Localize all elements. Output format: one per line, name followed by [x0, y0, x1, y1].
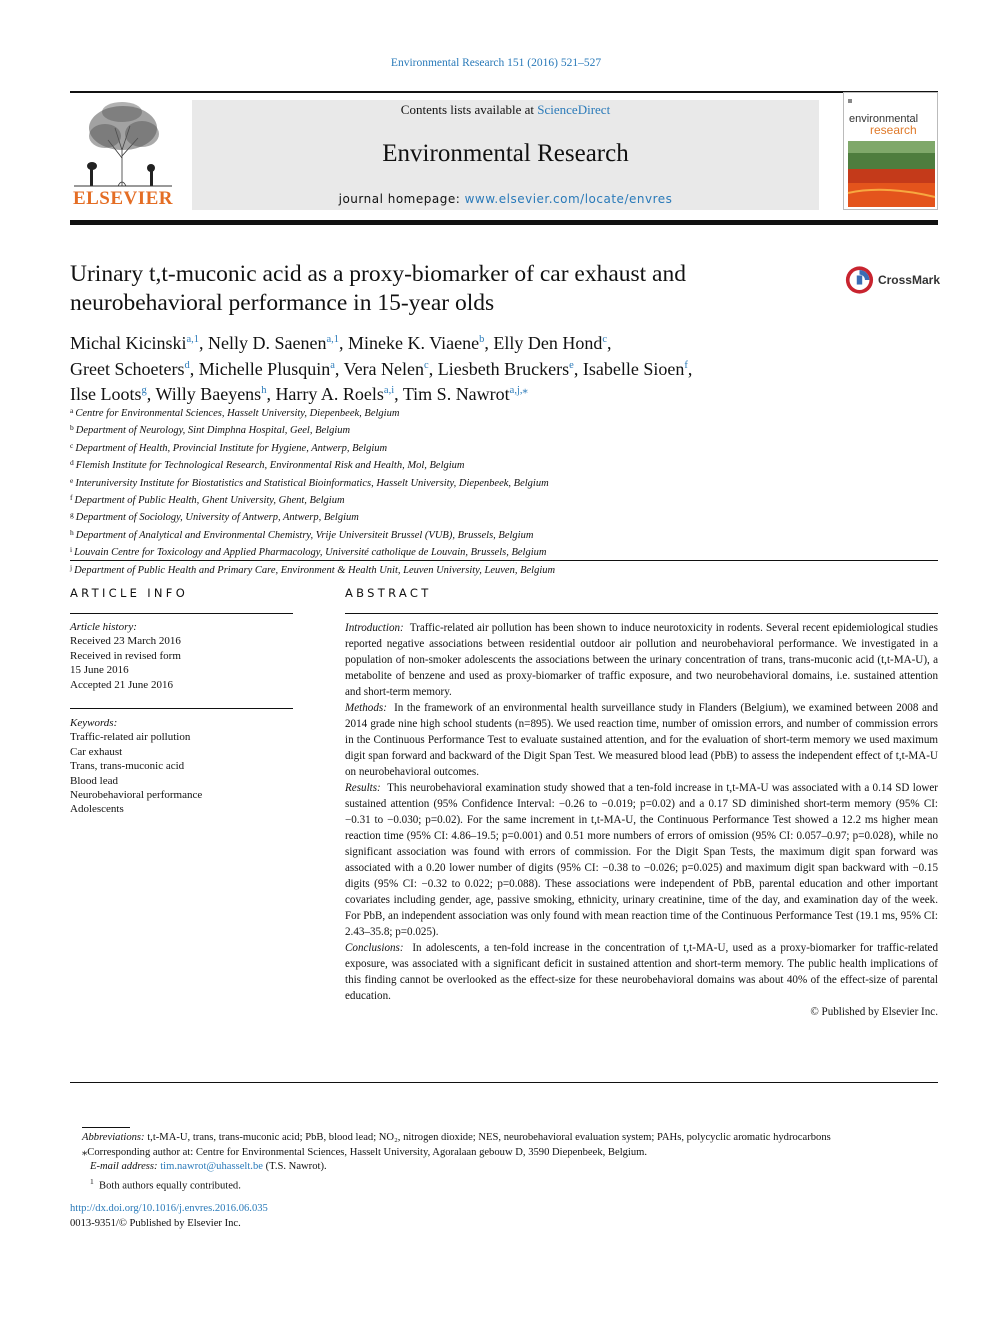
section-label: Methods:	[345, 702, 387, 714]
author-separator: ,	[428, 358, 438, 379]
author-list	[70, 329, 930, 406]
history-line: Accepted 21 June 2016	[70, 678, 173, 691]
author-affiliation-mark[interactable]: h	[261, 385, 267, 396]
affiliation-text: Department of Sociology, University of Antwerp, Antwerp, Belgium	[75, 512, 359, 524]
abbreviations-text: t,t-MA-U, trans, trans-muconic acid; PbB, blood lead; NO₂, nitrogen dioxide; NES, neurobehavioral evaluation system; PAHs, polycyclic aromatic hydrocarbons	[147, 1132, 831, 1143]
affiliation-item	[70, 456, 930, 473]
section-label: Conclusions:	[345, 942, 404, 954]
sciencedirect-link[interactable]: ScienceDirect	[537, 102, 611, 117]
cover-title-line1: environmental	[849, 113, 919, 125]
abstract-section-introduction	[345, 620, 938, 700]
affiliation-text: Louvain Centre for Toxicology and Applied Pharmacology, Université catholique de Louvain, Brussels, Belgium	[74, 547, 547, 559]
homepage-link[interactable]: www.elsevier.com/locate/envres	[464, 192, 673, 206]
article-history	[70, 620, 293, 692]
email-label: E-mail address:	[90, 1161, 158, 1172]
keyword-item[interactable]: Neurobehavioral performance	[70, 789, 203, 802]
keywords-list	[70, 716, 293, 817]
affiliation-key: i	[70, 545, 73, 555]
keyword-item[interactable]: Car exhaust	[70, 745, 123, 758]
author-separator: ,	[687, 358, 693, 379]
author-affiliation-mark[interactable]: c	[602, 334, 607, 345]
author-name[interactable]: Nelly D. Saenen	[208, 333, 327, 353]
corresponding-text: Corresponding author at: Centre for Environmental Sciences, Hasselt University, Agoralaan gebouw D, 3590 Diepenbeek, Belgium.	[87, 1146, 648, 1158]
affiliation-item	[70, 543, 930, 560]
author-affiliation-mark[interactable]: b	[479, 334, 485, 345]
footnotes	[70, 1131, 950, 1194]
crossmark-icon	[845, 264, 874, 296]
author-name[interactable]: Isabelle Sioen	[582, 358, 685, 379]
affiliation-item	[70, 439, 930, 456]
footnote-rule	[82, 1127, 130, 1128]
cover-title-line2: research	[870, 123, 917, 137]
affiliation-item	[70, 421, 930, 438]
keywords-rule	[70, 708, 293, 709]
corresponding-mark: ⁎	[82, 1146, 88, 1158]
author-name[interactable]: Michal Kicinski	[70, 333, 187, 353]
affiliation-key: c	[70, 440, 74, 450]
author-separator: ,	[266, 384, 276, 404]
affiliation-text: Department of Analytical and Environmental Chemistry, Vrije Universiteit Brussel (VUB), Brussels, Belgium	[75, 529, 534, 541]
affiliation-item	[70, 561, 930, 578]
author-name[interactable]: Harry A. Roels	[275, 384, 384, 404]
author-name[interactable]: Ilse Loots	[70, 384, 142, 404]
contents-prefix: Contents lists available at	[400, 102, 538, 117]
author-affiliation-mark[interactable]: a,i	[383, 385, 395, 396]
history-label: Article history:	[70, 621, 137, 633]
author-affiliation-mark[interactable]: a,1	[186, 334, 200, 345]
affiliation-key: e	[70, 475, 74, 485]
section-rule	[70, 560, 938, 561]
author-name[interactable]: Greet Schoeters	[70, 358, 185, 379]
header-rule	[70, 91, 938, 93]
affiliation-text: Department of Health, Provincial Institute for Hygiene, Antwerp, Belgium	[75, 442, 388, 454]
journal-title: Environmental Research	[382, 140, 629, 167]
history-line: Received in revised form	[70, 649, 181, 662]
footer-rule	[70, 1082, 938, 1083]
author-affiliation-mark[interactable]: f	[684, 359, 688, 371]
elsevier-wordmark: ELSEVIER	[72, 188, 174, 209]
homepage-prefix: journal homepage:	[338, 192, 465, 206]
section-text: Traffic-related air pollution has been shown to induce neurotoxicity in rodents. Several recent epidemiological studies reported negative associations between residential outdoor air pollution and neurobehavioral performance. We investigated in a population of non-smoker adolescents the associations between the urinary concentration of trans, trans-muconic acid (t,t-MA-U), a metabolite of benzene and used as proxy-biomarker of traffic exposure, and two neurobehavioral domains, i.e. sustained attention and short-term memory.	[345, 622, 938, 698]
section-text: In adolescents, a ten-fold increase in the concentration of t,t-MA-U, used as a proxy-biomarker for traffic-related exposure, was associated with a significant deficit in sustained attention and short-term memory. The public health implications of this finding cannot be overlooked as the effect-size for these neurobehavioral domains was about 40% of the effect-size of parental education.	[345, 942, 938, 1002]
issn-line: 0013-9351/© Published by Elsevier Inc.	[70, 1217, 241, 1229]
homepage-line	[192, 192, 819, 206]
author-affiliation-mark[interactable]: d	[184, 359, 190, 371]
affiliation-item	[70, 404, 930, 421]
author-name[interactable]: Michelle Plusquin	[198, 358, 331, 379]
affiliation-key: d	[70, 458, 74, 468]
abstract-section-conclusions	[345, 940, 938, 1004]
author-separator: ,	[394, 384, 403, 404]
affiliation-key: j	[70, 562, 73, 572]
equal-contribution-note	[70, 1175, 950, 1194]
history-line: Received 23 March 2016	[70, 635, 181, 648]
author-name[interactable]: Tim S. Nawrot	[402, 384, 510, 404]
crossmark-label: CrossMark	[877, 273, 940, 287]
author-affiliation-mark[interactable]: g	[141, 385, 147, 396]
author-affiliation-mark[interactable]: e	[569, 359, 574, 371]
author-separator: ,	[146, 384, 156, 404]
affiliation-key: f	[70, 493, 73, 503]
author-separator: ,	[199, 333, 209, 353]
affiliation-item	[70, 474, 930, 491]
header-rule-thick	[70, 220, 938, 225]
section-text: This neurobehavioral examination study showed that a ten-fold increase in t,t-MA-U was associated with a 0.14 SD lower sustained attention (95% Confidence Interval: −0.26 to −0.019; p=0.02) and a 0.17 SD diminished short-term memory (95% CI: −0.31 to −0.030; p=0.02). For the same increment in t,t-MA-U, the Continuous Performance Test showed a 12.2 ms higher mean reaction time (95% CI: 4.86–19.5; p=0.001) and 0.51 more numbers of errors of omission (95% CI: 0.057–0.97; p=0.028), while no significant association was found with errors of commission. For the Digit Span Tests, the maximum digit span forward was associated with a 0.20 lower number of digits (95% CI: −0.38 to −0.026; p=0.025) and maximum digit span backward with −0.15 digits (95% CI: −0.32 to 0.022; p=0.088). These associations were independent of PbB, parental education and other important covariates including gender, age, passive smoking, ethnicity, urinary creatinine, time of the day, and examination day of the week. For PbB, an independent association was only found with mean reaction time of the Continuous Performance Test (19.1 ms, 95% CI: 2.43–35.8; p=0.025).	[345, 782, 938, 938]
contents-line	[192, 102, 819, 118]
abstract-copyright: © Published by Elsevier Inc.	[810, 1006, 938, 1018]
abstract-section-results	[345, 780, 938, 940]
abbreviations-label: Abbreviations:	[82, 1132, 145, 1143]
author-name[interactable]: Willy Baeyens	[155, 384, 262, 404]
keyword-item[interactable]: Adolescents	[70, 803, 124, 816]
history-line: 15 June 2016	[70, 664, 129, 677]
affiliation-item	[70, 508, 930, 525]
doi-link[interactable]: http://dx.doi.org/10.1016/j.envres.2016.06.035	[70, 1203, 268, 1214]
author-affiliation-mark[interactable]: a,1	[326, 334, 340, 345]
author-name[interactable]: Elly Den Hond	[493, 333, 603, 353]
article-info-heading: ARTICLE INFO	[70, 586, 189, 600]
corresponding-note	[70, 1146, 950, 1161]
keywords-label: Keywords:	[70, 717, 118, 729]
author-separator: ,	[607, 333, 612, 353]
affiliation-text: Department of Neurology, Sint Dimphna Hospital, Geel, Belgium	[75, 425, 351, 437]
keyword-item[interactable]: Traffic-related air pollution	[70, 731, 191, 744]
journal-cover[interactable]	[843, 92, 938, 210]
affiliation-text: Interuniversity Institute for Biostatistics and Statistical Bioinformatics, Hasselt University, Diepenbeek, Belgium	[75, 477, 549, 489]
abstract-section-methods	[345, 700, 938, 780]
article-title: Urinary t,t-muconic acid as a proxy-biomarker of car exhaust and neurobehavioral performance in 15-year olds	[70, 261, 686, 316]
note-mark: 1	[90, 1176, 94, 1186]
affiliation-key: g	[70, 510, 74, 520]
author-separator: ,	[189, 358, 199, 379]
section-text: In the framework of an environmental health surveillance study in Flanders (Belgium), we examined between 2008 and 2014 grade nine high school students (n=895). We used reaction time, number of omission errors, and number of commission errors in the Continuous Performance Test to evaluate sustained attention, and for the evaluation of short-term memory we used maximum digit span forward and backward of the Digit Span Test. We measured blood lead (PbB) to assess the independent effect of t,t-MA-U on neurobehavioral outcomes.	[345, 702, 938, 778]
author-affiliation-mark[interactable]: c	[424, 359, 429, 371]
doi-block	[70, 1202, 268, 1232]
affiliation-key: a	[70, 406, 74, 415]
crossmark-badge[interactable]	[845, 262, 940, 298]
elsevier-tree-icon	[70, 98, 176, 190]
author-name[interactable]: Vera Nelen	[343, 358, 425, 379]
affiliation-list	[70, 404, 930, 578]
affiliation-item	[70, 526, 930, 543]
keyword-item[interactable]: Blood lead	[70, 774, 118, 787]
journal-masthead	[192, 100, 819, 210]
affiliation-text: Department of Public Health, Ghent University, Ghent, Belgium	[74, 495, 345, 507]
email-owner: (T.S. Nawrot).	[265, 1161, 327, 1172]
abstract-body	[345, 620, 938, 1020]
abstract-heading: ABSTRACT	[345, 586, 432, 600]
journal-citation[interactable]: Environmental Research 151 (2016) 521–527	[390, 57, 602, 69]
abstract-rule	[345, 613, 938, 614]
keyword-item[interactable]: Trans, trans-muconic acid	[70, 760, 185, 773]
elsevier-logo[interactable]	[70, 98, 176, 212]
author-separator: ,	[573, 358, 583, 379]
section-label: Introduction:	[345, 622, 404, 634]
email-link[interactable]: tim.nawrot@uhasselt.be	[160, 1161, 263, 1172]
affiliation-key: h	[70, 527, 74, 537]
email-note	[70, 1160, 950, 1175]
article-info-rule	[70, 613, 293, 614]
section-label: Results:	[345, 782, 381, 794]
author-affiliation-mark[interactable]: a,j,⁎	[509, 385, 528, 396]
affiliation-item	[70, 491, 930, 508]
note-text: Both authors equally contributed.	[99, 1180, 241, 1192]
author-affiliation-mark[interactable]: a	[330, 359, 335, 371]
author-separator: ,	[484, 333, 494, 353]
affiliation-text: Flemish Institute for Technological Research, Environmental Risk and Health, Mol, Belgium	[75, 460, 465, 472]
author-name[interactable]: Liesbeth Bruckers	[437, 358, 570, 379]
affiliation-text: Centre for Environmental Sciences, Hasselt University, Diepenbeek, Belgium	[75, 408, 400, 419]
author-name[interactable]: Mineke K. Viaene	[348, 333, 480, 353]
author-separator: ,	[334, 358, 344, 379]
affiliation-text: Department of Public Health and Primary Care, Environment & Health Unit, Leuven University, Leuven, Belgium	[74, 564, 556, 576]
abbreviations-note	[70, 1131, 950, 1146]
affiliation-key: b	[70, 423, 74, 433]
author-separator: ,	[339, 333, 349, 353]
